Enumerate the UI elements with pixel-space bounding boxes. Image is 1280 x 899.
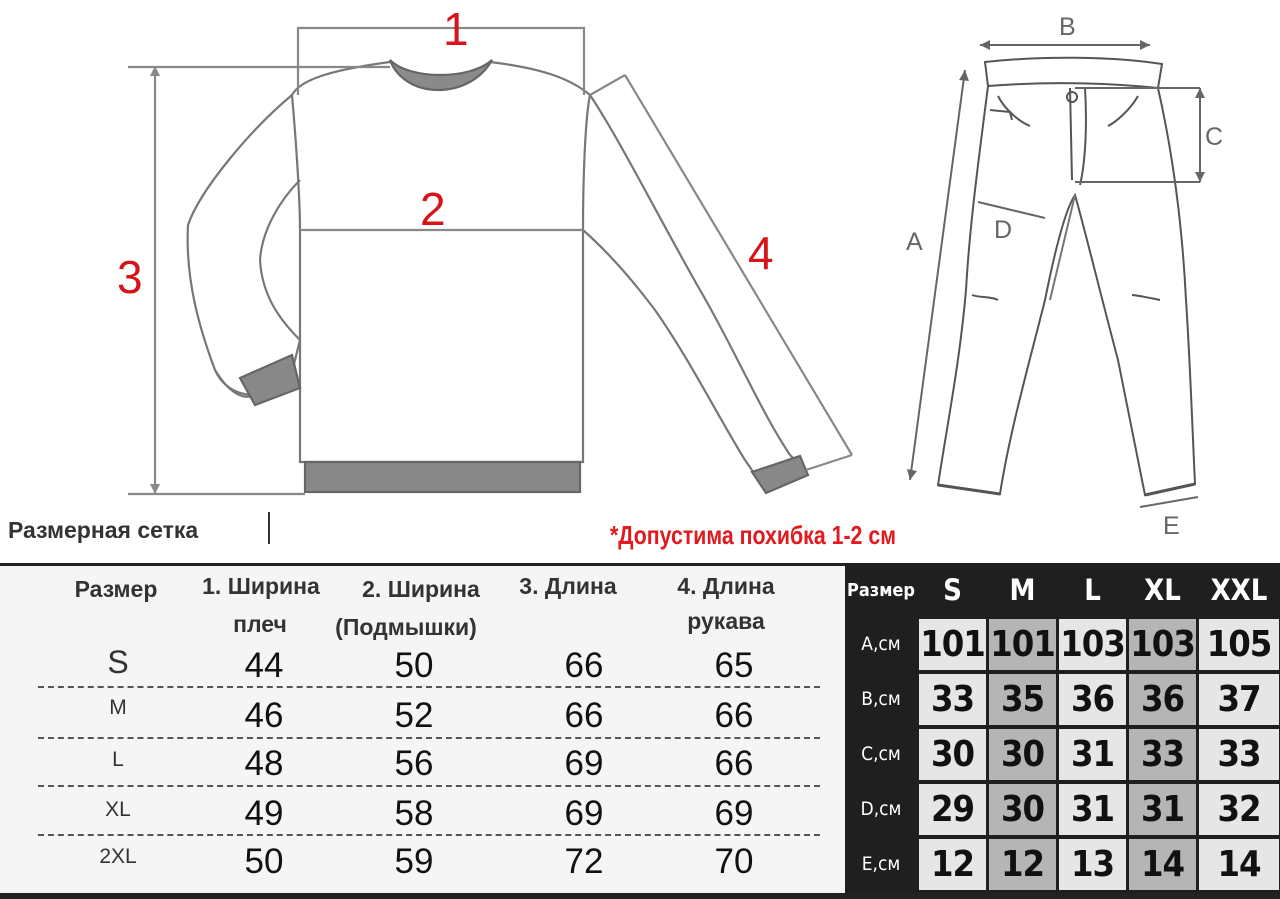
table-cell: 31 [1059,784,1126,835]
size-label: M [109,696,127,719]
jeans-label-b: B [1059,13,1076,41]
table-cell: 69 [564,744,604,783]
table-cell: 44 [244,646,284,685]
row-divider [38,737,820,739]
table-cell: 105 [1199,619,1279,670]
measure-label: E,см [845,838,917,891]
header-sleeve-length-line2: рукава [687,608,765,634]
table-cell: 13 [1059,839,1126,890]
size-label: XL [105,798,131,821]
jeans-diagram [880,0,1280,545]
table-cell: 31 [1059,729,1126,780]
table-cell: 33 [919,674,986,725]
title-divider [268,512,270,544]
measure-label: C,см [845,728,917,781]
table-cell: 101 [989,619,1056,670]
table-cell: 52 [394,696,434,735]
bottom-border [0,893,1280,899]
table-cell: 33 [1199,729,1279,780]
jeans-label-a: A [906,228,923,256]
table-cell: 31 [1129,784,1196,835]
header-size: Размер [74,576,158,602]
table-cell: 46 [244,696,284,735]
table-cell: 69 [564,794,604,833]
table-cell: 30 [989,729,1056,780]
table-cell: 70 [714,842,754,881]
header-armpit-width-line2: (Подмышки) [335,614,477,640]
table-cell: 101 [919,619,986,670]
table-cell: 12 [989,839,1056,890]
table-cell: 49 [244,794,284,833]
table-cell: 58 [394,794,434,833]
table-cell: 30 [919,729,986,780]
row-divider [38,686,820,688]
tolerance-note: *Допустима похибка 1-2 см [610,520,896,550]
table-cell: 66 [714,744,754,783]
table-cell: 30 [989,784,1056,835]
row-divider [38,785,820,787]
table-cell: 37 [1199,674,1279,725]
table-cell: 36 [1059,674,1126,725]
header-shoulder-width-line2: плеч [233,611,287,637]
table-cell: 103 [1129,619,1196,670]
measure-label: A,см [845,618,917,671]
size-chart-title: Размерная сетка [8,517,199,543]
header-shoulder-width-line1: 1. Ширина [202,573,320,599]
table-cell: 66 [714,696,754,735]
size-header: XL [1144,573,1181,607]
size-label: S [107,644,129,680]
table-corner-label: Размер [846,580,916,601]
table-cell: 35 [989,674,1056,725]
measure-label: B,см [845,673,917,726]
table-cell: 103 [1059,619,1126,670]
size-header: XXL [1210,573,1268,607]
table-cell: 69 [714,794,754,833]
table-cell: 66 [564,646,604,685]
table-cell: 66 [564,696,604,735]
header-sleeve-length-line1: 4. Длина [677,573,775,599]
size-header: S [943,573,962,607]
table-cell: 32 [1199,784,1279,835]
table-cell: 33 [1129,729,1196,780]
table-cell: 12 [919,839,986,890]
measure-label: D,см [845,783,917,836]
table-cell: 29 [919,784,986,835]
table-top-border [0,563,845,566]
table-cell: 65 [714,646,754,685]
measure-label-1: 1 [443,3,469,55]
measure-label-4: 4 [748,227,774,279]
jeans-label-e: E [1163,512,1180,540]
table-cell: 59 [394,842,434,881]
table-cell: 36 [1129,674,1196,725]
table-cell: 50 [394,646,434,685]
measure-label-3: 3 [117,251,143,303]
size-label: 2XL [99,845,137,868]
header-armpit-width-line1: 2. Ширина [362,576,480,602]
jeans-label-d: D [994,216,1013,244]
table-cell: 14 [1199,839,1279,890]
table-cell: 72 [564,842,604,881]
table-cell: 14 [1129,839,1196,890]
measure-label-2: 2 [420,183,446,235]
jeans-label-c: C [1205,123,1224,151]
table-cell: 48 [244,744,284,783]
size-label: L [112,748,124,771]
header-length: 3. Длина [519,573,617,599]
table-cell: 56 [394,744,434,783]
row-divider [38,834,820,836]
table-cell: 50 [244,842,284,881]
size-header: M [1009,573,1036,607]
size-header: L [1084,573,1101,607]
